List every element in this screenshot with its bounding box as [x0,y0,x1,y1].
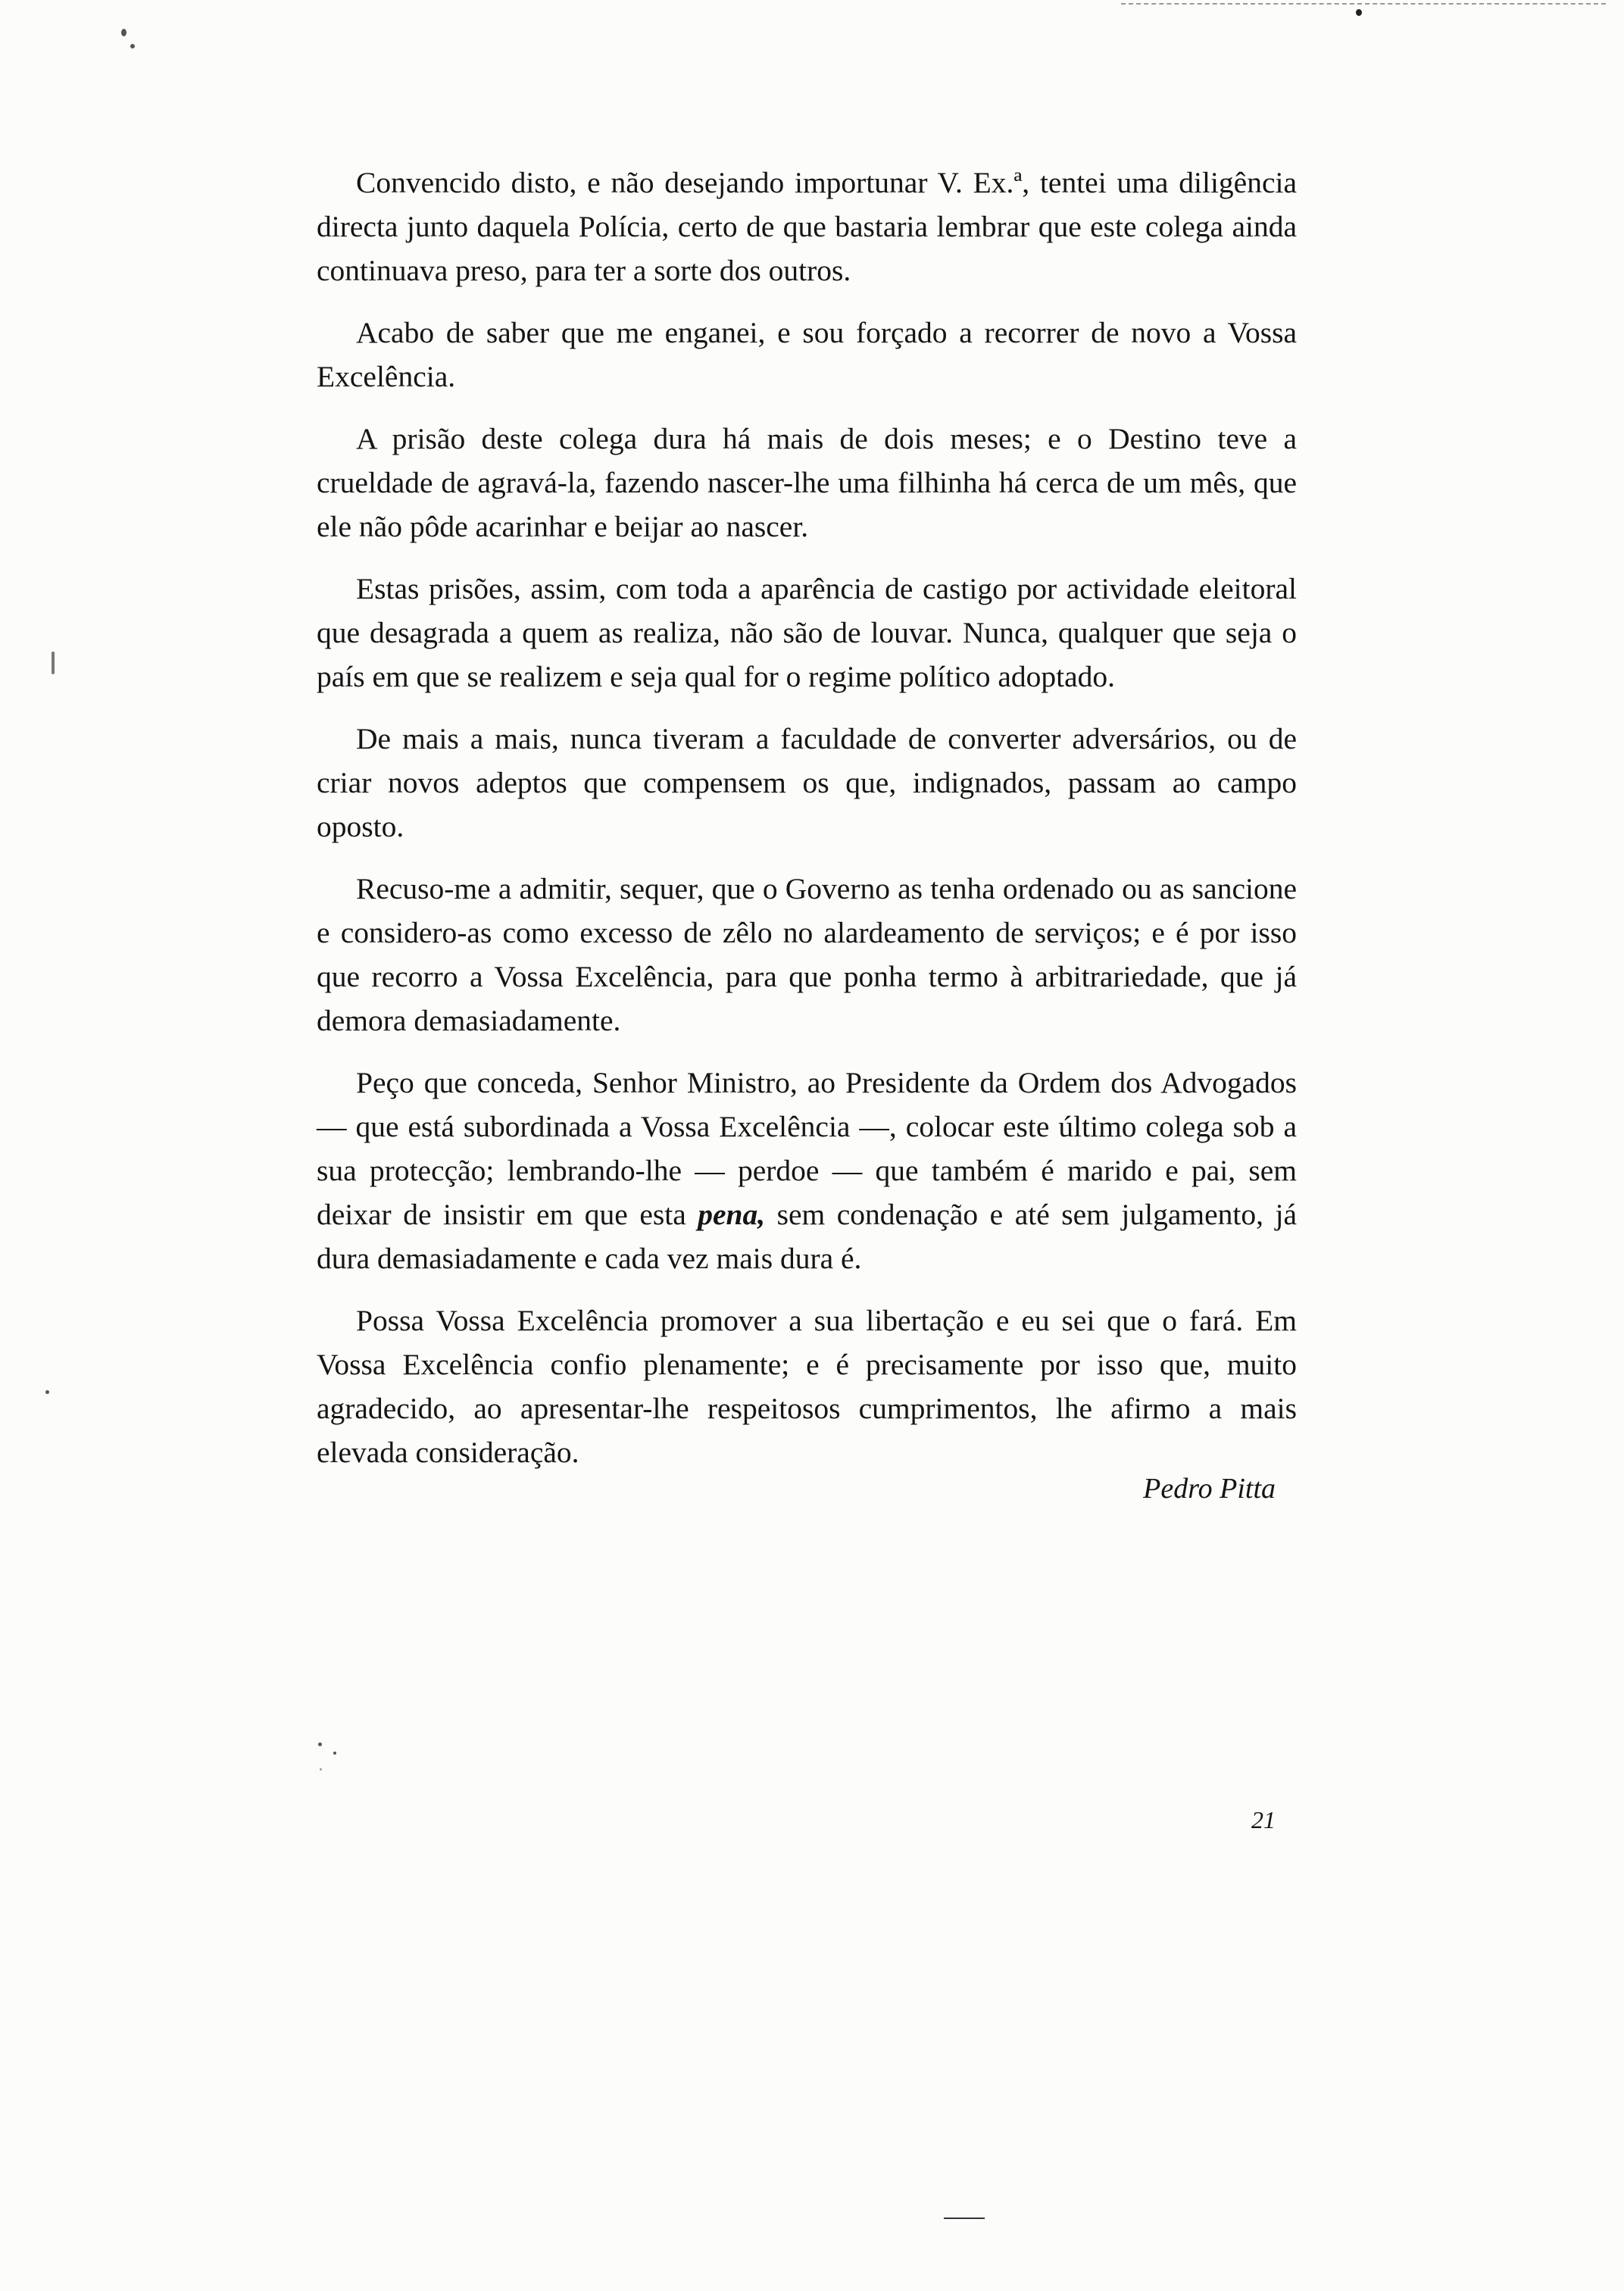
paragraph-text: Acabo de saber que me enganei, e sou forçado a recorrer de novo a Vossa Excelência. [317,316,1297,393]
scan-stroke [944,2218,985,2219]
scan-speck [318,1742,322,1746]
paragraph-text: sem condenação e até sem julgamento, já dura demasiadamente e cada vez mais dura é. [317,1198,1297,1275]
paragraph [317,1299,1297,1474]
paragraph-text: Convencido disto, e não desejando importunar V. Ex.ª, tentei uma diligência directa junto daquela Polícia, certo de que bastaria lembrar que este colega ainda continuava preso, para ter a sorte dos outros. [317,166,1297,287]
paragraph-text: De mais a mais, nunca tiveram a faculdade de converter adversários, ou de criar novos adeptos que compensem os que, indignados, passam ao campo oposto. [317,722,1297,843]
scan-speck [320,1768,322,1771]
paragraph [317,1061,1297,1280]
paragraph-text: Possa Vossa Excelência promover a sua libertação e eu sei que o fará. Em Vossa Excelência confio plenamente; e é precisamente por isso que, muito agradecido, ao apresentar-lhe respeitosos cumprimentos, lhe afirmo a mais elevada consideração. [317,1304,1297,1469]
paragraph [317,717,1297,849]
letter-body [317,161,1297,1492]
emphasized-word: pena, [698,1198,766,1231]
page-number: 21 [1251,1806,1276,1833]
paragraph-text: Peço que conceda, Senhor Ministro, ao Presidente da Ordem dos Advogados — que está subordinada a Vossa Excelência —, colocar este último colega sob a sua protecção; lembrando-lhe — perdoe — que também é marido e pai, sem deixar de insistir em que esta [317,1066,1297,1231]
scan-speck [333,1752,336,1755]
paragraph-text: Estas prisões, assim, com toda a aparência de castigo por actividade eleitoral que desagrada a quem as realiza, não são de louvar. Nunca, qualquer que seja o país em que se realizem e seja qual for o regime político adoptado. [317,572,1297,693]
scan-speck [52,652,55,674]
scan-speck [1356,9,1362,16]
paragraph [317,867,1297,1042]
paragraph [317,161,1297,292]
signature: Pedro Pitta [1143,1473,1276,1505]
paragraph-text: Recuso-me a admitir, sequer, que o Governo as tenha ordenado ou as sancione e considero-as como excesso de zêlo no alardeamento de serviços; e é por isso que recorro a Vossa Excelência, para que ponha termo à arbitrariedade, que já demora demasiadamente. [317,872,1297,1037]
scan-speck [130,44,135,48]
paragraph [317,567,1297,699]
scan-speck [121,29,126,36]
scan-speck [45,1390,49,1394]
paragraph-text: A prisão deste colega dura há mais de dois meses; e o Destino teve a crueldade de agravá-la, fazendo nascer-lhe uma filhinha há cerca de um mês, que ele não pôde acarinhar e beijar ao nascer. [317,422,1297,543]
paragraph [317,311,1297,399]
paragraph [317,417,1297,549]
scan-edge-mark [1121,3,1606,5]
